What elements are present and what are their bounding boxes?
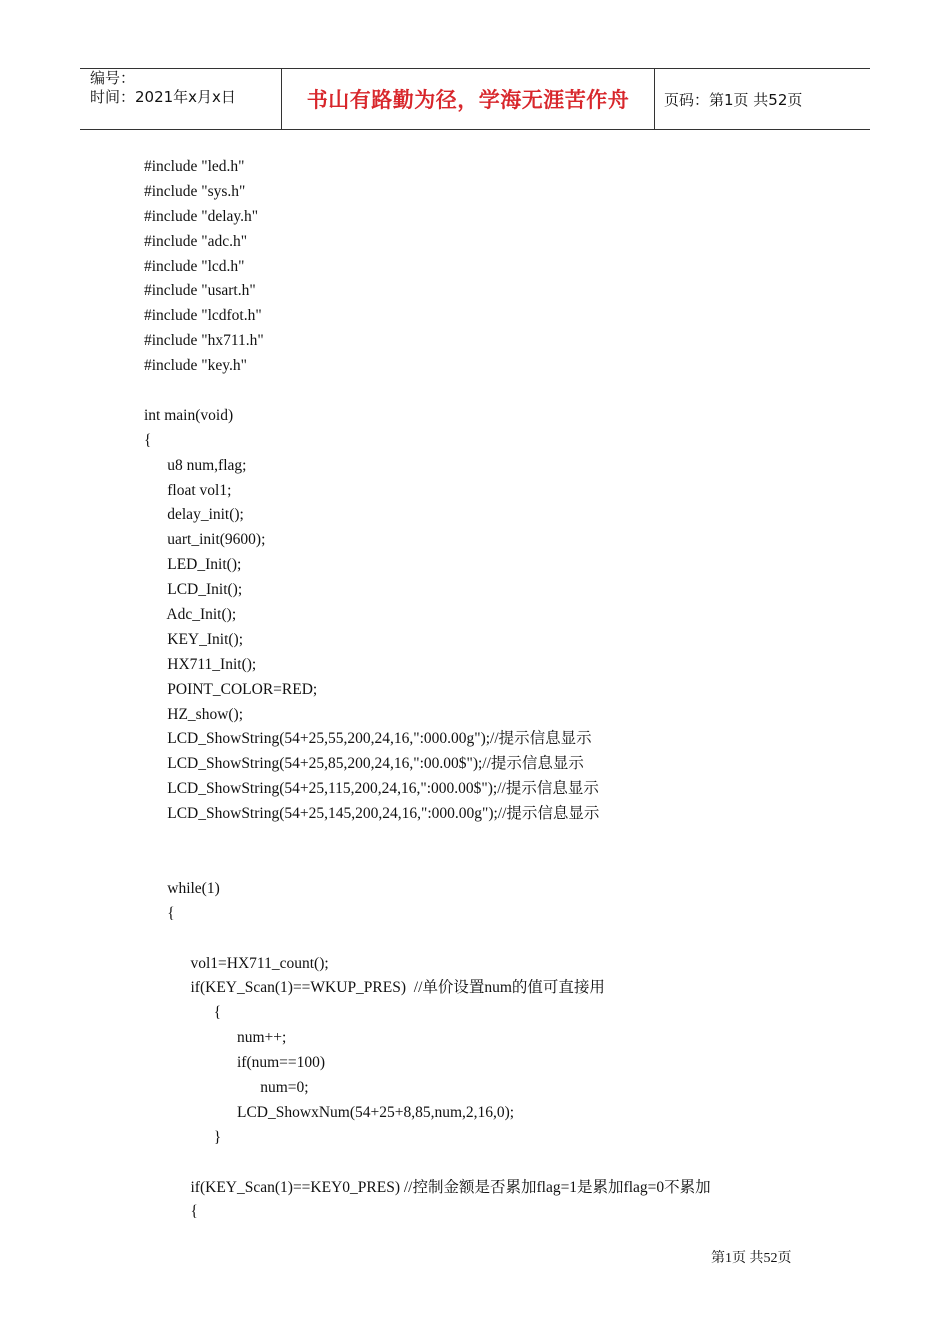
code-line: LCD_Init();: [144, 581, 243, 599]
page-header: [80, 68, 870, 130]
code-line: LCD_ShowString(54+25,85,200,24,16,":00.00$");//提示信息显示: [144, 755, 584, 773]
code-line: [144, 852, 864, 877]
code-line: vol1=HX711_count();: [144, 954, 329, 972]
code-line: {: [144, 904, 175, 922]
code-line: while(1): [144, 879, 220, 897]
code-line: HZ_show();: [144, 705, 244, 723]
page-footer: 第1页 共52页: [711, 1251, 792, 1266]
code-line: {: [144, 431, 152, 449]
code-line: if(KEY_Scan(1)==WKUP_PRES) //单价设置num的值可直接用: [144, 979, 605, 997]
code-line: LCD_ShowString(54+25,55,200,24,16,":000.00g");//提示信息显示: [144, 730, 592, 748]
code-line: LED_Init();: [144, 556, 242, 574]
code-line: [144, 927, 864, 952]
code-line: #include "delay.h": [144, 207, 259, 225]
code-line: POINT_COLOR=RED;: [144, 680, 318, 698]
code-line: num++;: [144, 1029, 287, 1047]
code-line: [144, 1151, 864, 1176]
code-line: LCD_ShowString(54+25,115,200,24,16,":000.00$");//提示信息显示: [144, 780, 599, 798]
code-line: #include "lcd.h": [144, 257, 245, 275]
code-line: u8 num,flag;: [144, 456, 247, 474]
code-line: #include "adc.h": [144, 232, 248, 250]
header-motto-cell: [281, 69, 655, 129]
code-line: LCD_ShowxNum(54+25+8,85,num,2,16,0);: [144, 1103, 515, 1121]
code-line: {: [144, 1004, 222, 1022]
page-info: 页码：第1页 共52页: [664, 90, 803, 109]
code-line: #include "usart.h": [144, 282, 256, 300]
code-line: {: [144, 1203, 198, 1221]
code-line: if(num==100): [144, 1054, 326, 1072]
code-line: num=0;: [144, 1078, 309, 1096]
code-line: [144, 827, 864, 852]
serial-label: 编号：: [90, 69, 136, 87]
code-line: KEY_Init();: [144, 630, 244, 648]
code-line: #include "key.h": [144, 357, 247, 375]
code-listing: [144, 155, 864, 1225]
time-label: 时间：2021年x月x日: [90, 88, 236, 106]
code-line: #include "lcdfot.h": [144, 307, 262, 325]
code-line: HX711_Init();: [144, 655, 257, 673]
motto-text: 书山有路勤为径，学海无涯苦作舟: [306, 88, 630, 112]
header-meta-cell: [80, 69, 280, 129]
code-line: #include "led.h": [144, 158, 245, 175]
code-line: }: [144, 1128, 222, 1146]
code-line: if(KEY_Scan(1)==KEY0_PRES) //控制金额是否累加flag=1是累加flag=0不累加: [144, 1178, 711, 1196]
code-line: uart_init(9600);: [144, 531, 266, 549]
code-line: #include "sys.h": [144, 182, 246, 200]
code-line: Adc_Init();: [144, 606, 237, 624]
code-line: int main(void): [144, 406, 234, 424]
code-line: [144, 379, 864, 404]
code-line: #include "hx711.h": [144, 332, 264, 350]
code-line: LCD_ShowString(54+25,145,200,24,16,":000.00g");//提示信息显示: [144, 805, 600, 823]
header-page-cell: [654, 69, 870, 129]
code-line: delay_init();: [144, 506, 244, 524]
code-line: float vol1;: [144, 481, 232, 499]
